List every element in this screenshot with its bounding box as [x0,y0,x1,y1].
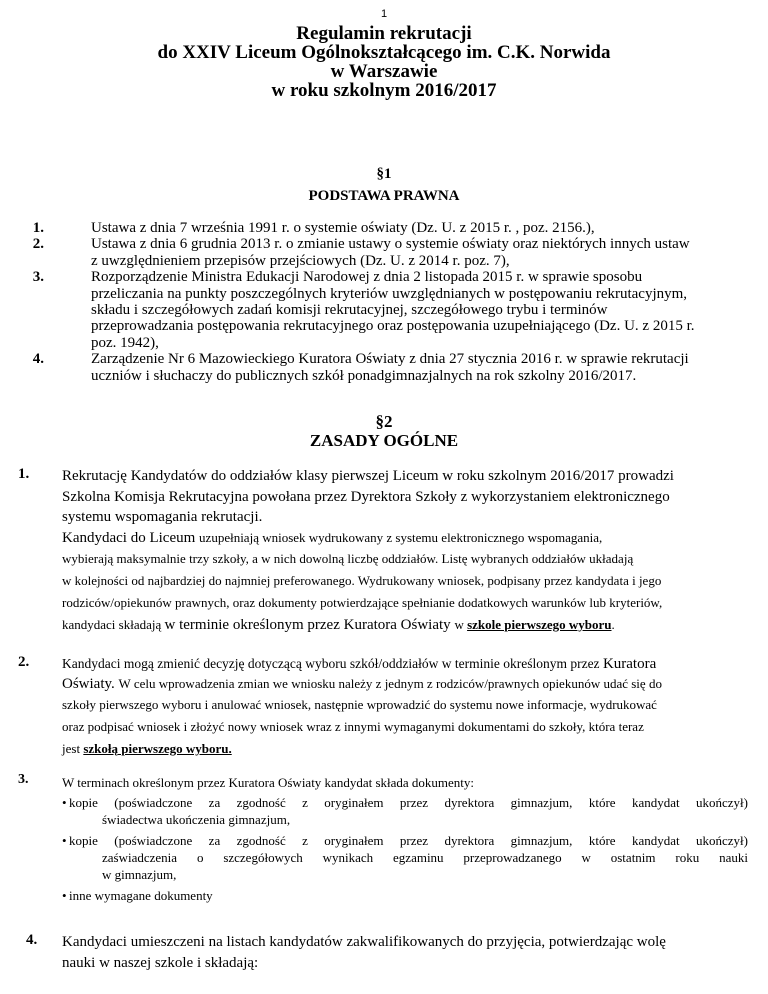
bullet-icon: • [62,833,67,848]
section-heading: ZASADY OGÓLNE [309,431,459,450]
list-item: 1. Ustawa z dnia 7 września 1991 r. o systemie oświaty (Dz. U. z 2015 r. , poz. 2156.), [32,220,595,236]
general-paragraph-2: 2. Kandydaci mogą zmienić decyzję dotyczącą wyboru szkół/oddziałów w terminie określonym przez Kuratora Oświaty. W celu wprowadzenia zmian we wniosku należy z jednym z rodziców/prawnych opiekunów udać się do szkoły pierwszego wyboru i anulować wniosek, następnie wprowadzić do systemu nowe informacje, wydrukować oraz podpisać wniosek i złożyć nowy wniosek wraz z innymi wymaganymi dokumentami do szkoły, która teraz jest szkołą pierwszego wyboru. [18,654,662,756]
bullet-icon: • [62,795,67,810]
list-item: 3. Rozporządzenie Ministra Edukacji Narodowej z dnia 2 listopada 2015 r. w sprawie sposobu przeliczania na punkty poszczególnych kryteriów uwzględnianych w postępowaniu rekrutacyjnym, składu i szczegółowych zadań komisji rekrutacyjnej, szczegółowego trybu i terminów przeprowadzania postępowania rekrutacyjnego oraz postępowania uzupełniającego (Dz. U. z 2015 r. poz. 1942), [32,269,695,351]
section-mark: §1 [376,166,392,182]
list-item: • kopie (poświadczone za zgodność z oryginałem przez dyrektora gimnazjum, które kandydat ukończył) świadectwa ukończenia gimnazjum, [62,795,748,827]
page-number: 1 [380,8,388,20]
general-paragraph-4: 4. Kandydaci umieszczeni na listach kandydatów zakwalifikowanych do przyjęcia, potwierdzając wolę nauki w naszej szkole i składają: [26,932,666,971]
emphasis-first-choice: szkołą pierwszego wyboru. [83,741,232,756]
title-line: Regulamin rekrutacji [296,23,472,44]
emphasis-first-choice: szkole pierwszego wyboru [467,617,612,632]
list-item: 2. Ustawa z dnia 6 grudnia 2013 r. o zmianie ustawy o systemie oświaty oraz niektórych innych ustaw z uwzględnieniem przepisów przejściowych (Dz. U. z 2014 r. poz. 7), [32,236,690,269]
section-heading: PODSTAWA PRAWNA [308,188,460,204]
document-title [0,24,768,100]
general-paragraph-1: 1. Rekrutację Kandydatów do oddziałów klasy pierwszej Liceum w roku szkolnym 2016/2017 prowadzi Szkolna Komisja Rekrutacyjna powołana przez Dyrektora Szkoły z wykorzystaniem elektronicznego systemu wspomagania rekrutacji. Kandydaci do Liceum uzupełniają wniosek wydrukowany z systemu elektronicznego wspomagania, wybierają maksymalnie trzy szkoły, a w nich dowolną liczbę oddziałów. Listę wybranych oddziałów układają w kolejności od najbardziej do najmniej preferowanego. Wydrukowany wniosek, podpisany przez kandydata i jego rodziców/opiekunów prawnych, oraz dokumenty potwierdzające spełnianie dodatkowych warunków lub kryteriów, kandydaci składają w terminie określonym przez Kuratora Oświaty w szkole pierwszego wyboru. [18,466,674,633]
list-item: • kopie (poświadczone za zgodność z oryginałem przez dyrektora gimnazjum, które kandydat ukończył) zaświadczenia o szczegółowych wynikach egzaminu przeprowadzanego w ostatnim roku nauki w gimnazjum, [62,833,748,882]
documents-list [62,794,748,904]
title-line: w Warszawie [330,61,438,82]
section-mark: §2 [375,412,393,431]
list-item: • inne wymagane dokumenty [62,888,213,903]
list-item: 4. Zarządzenie Nr 6 Mazowieckiego Kuratora Oświaty z dnia 27 stycznia 2016 r. w sprawie rekrutacji uczniów i słuchaczy do publicznych szkół ponadgimnazjalnych na rok szkolny 2016/2017. [32,351,689,384]
title-line: w roku szkolnym 2016/2017 [271,80,497,101]
title-line: do XXIV Liceum Ogólnokształcącego im. C.K. Norwida [157,42,611,63]
bullet-icon: • [62,888,67,903]
legal-basis-list [32,220,748,384]
general-paragraph-3: 3. W terminach określonym przez Kuratora Oświaty kandydat składa dokumenty: • kopie (poświadczone za zgodność z oryginałem przez dyrektora gimnazjum, które kandydat ukończył) świadectwa ukończenia gimnazjum, • kopie (poświadczone za zgodność z oryginałem przez dyrektora gimnazjum, które kandydat ukończył) zaświadczenia o szczegółowych wynikach egzaminu przeprowadzanego w ostatnim roku nauki w gimnazjum, • inne wymagane dokumenty [18,772,748,903]
